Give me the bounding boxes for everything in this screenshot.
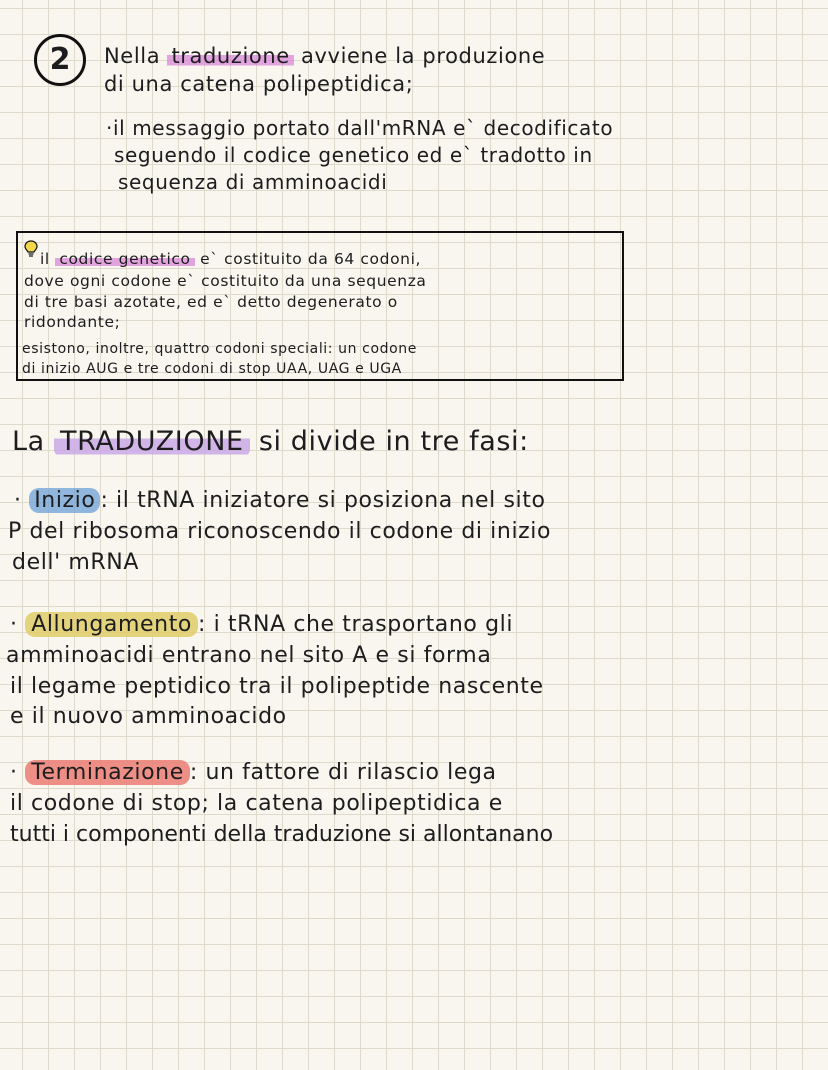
message-line-3: sequenza di amminoacidi — [118, 170, 388, 194]
box-line-1 — [40, 250, 421, 268]
heading-text: si divide in tre fasi: — [249, 426, 529, 457]
highlight-traduzione: traduzione — [167, 44, 293, 68]
phase-inizio-line-1 — [14, 488, 546, 513]
lightbulb-icon — [24, 240, 38, 258]
phase-allungamento-line-2: amminoacidi entrano nel sito A e si forma — [6, 643, 492, 668]
section-number: 2 — [34, 34, 86, 86]
box-text: e` costituito da 64 codoni, — [194, 250, 422, 268]
box-text: il — [40, 250, 56, 268]
phase-text: : un fattore di rilascio lega — [189, 760, 497, 785]
phase-allungamento-line-3: il legame peptidico tra il polipeptide nascente — [10, 674, 544, 699]
intro-line-1 — [104, 44, 545, 68]
phase-title-allungamento: Allungamento — [25, 612, 198, 637]
phase-allungamento-line-1 — [10, 612, 513, 637]
phase-inizio-line-2: P del ribosoma riconoscendo il codone di inizio — [8, 519, 552, 544]
intro-text: avviene la produzione — [293, 44, 546, 68]
box-line-6: di inizio AUG e tre codoni di stop UAA, UAG e UGA — [22, 361, 402, 377]
phases-heading — [12, 426, 529, 457]
highlight-codice-genetico: codice genetico — [55, 250, 194, 268]
phase-bullet: · — [14, 488, 22, 513]
phase-allungamento-line-4: e il nuovo amminoacido — [10, 704, 287, 729]
phase-inizio-line-3: dell' mRNA — [12, 550, 139, 575]
phase-bullet: · — [10, 760, 18, 785]
phase-text: : i tRNA che trasportano gli — [198, 612, 514, 637]
intro-text: Nella — [104, 44, 168, 68]
message-line-1: ·il messaggio portato dall'mRNA e` decodificato — [106, 116, 614, 140]
box-line-5: esistono, inoltre, quattro codoni speciali: un codone — [22, 341, 417, 357]
box-line-4: ridondante; — [24, 313, 121, 331]
phase-terminazione-line-3: tutti i componenti della traduzione si allontanano — [10, 822, 554, 847]
phase-terminazione-line-2: il codone di stop; la catena polipeptidica e — [10, 791, 503, 816]
phase-title-terminazione: Terminazione — [25, 760, 190, 785]
box-line-3: di tre basi azotate, ed e` detto degenerato o — [24, 293, 398, 311]
heading-text: La — [12, 426, 54, 457]
phase-terminazione-line-1 — [10, 760, 497, 785]
box-line-2: dove ogni codone e` costituito da una sequenza — [24, 272, 427, 290]
phase-text: : il tRNA iniziatore si posiziona nel sito — [100, 488, 546, 513]
phase-bullet: · — [10, 612, 18, 637]
highlight-traduzione-heading: TRADUZIONE — [54, 426, 250, 457]
message-line-2: seguendo il codice genetico ed e` tradotto in — [114, 143, 593, 167]
phase-title-inizio: Inizio — [29, 488, 100, 513]
intro-line-2: di una catena polipeptidica; — [104, 72, 414, 96]
